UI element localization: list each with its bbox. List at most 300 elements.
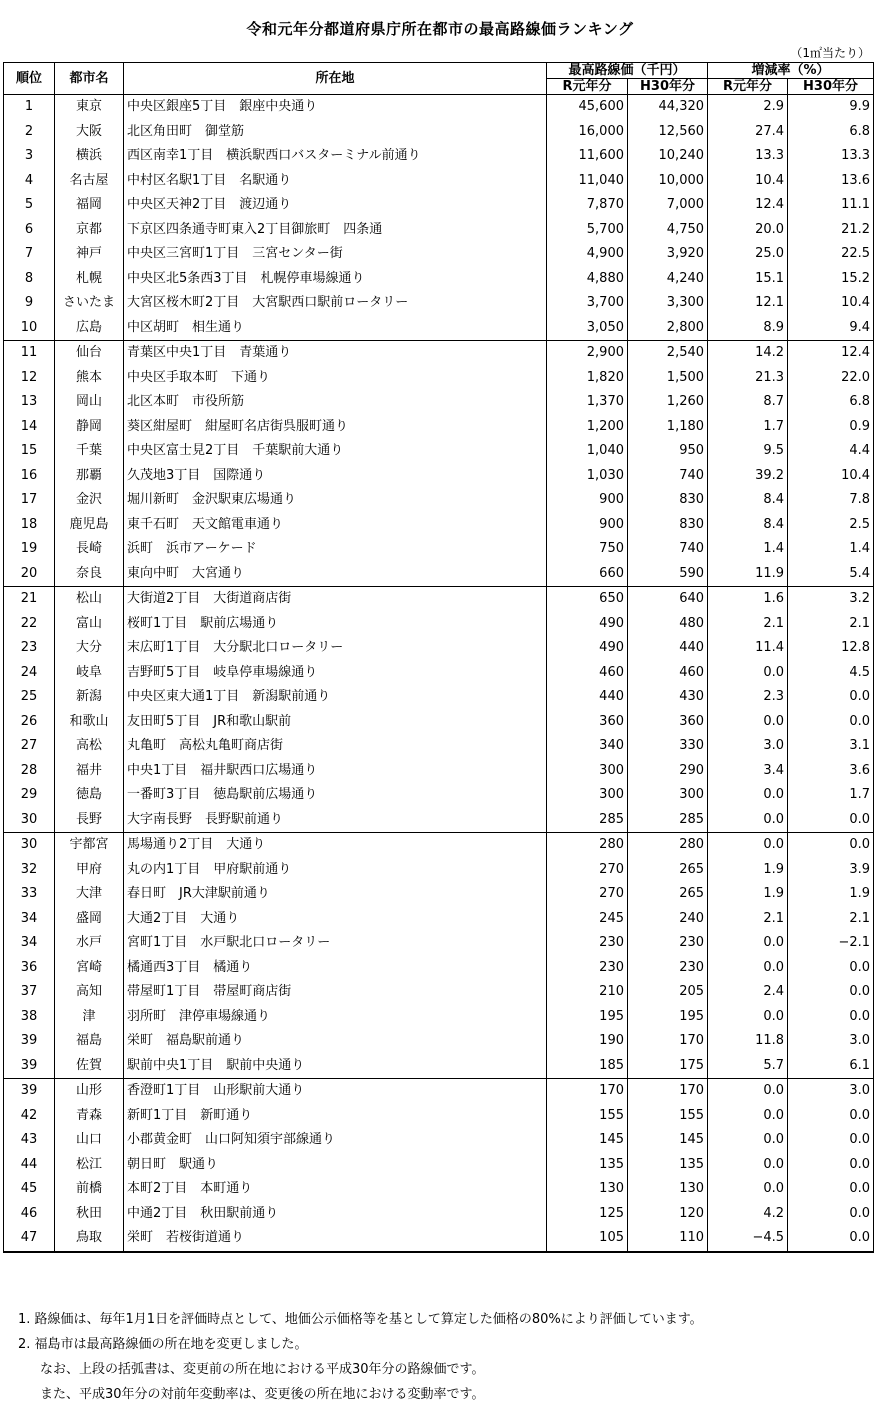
header-location: 所在地	[124, 63, 547, 95]
city-cell: 宮崎	[55, 956, 124, 981]
rate-h30-cell: 9.4	[788, 316, 874, 341]
rate-h30-cell: 4.4	[788, 439, 874, 464]
footnote-4: また、平成30年分の対前年変動率は、変更後の所在地における変動率です。	[40, 1387, 485, 1402]
price-h30-cell: 3,920	[628, 242, 708, 267]
location-cell: 馬場通り2丁目 大通り	[124, 833, 547, 858]
header-rate: 増減率（%）	[708, 63, 874, 79]
location-cell: 大通2丁目 大通り	[124, 907, 547, 932]
rank-cell: 25	[4, 685, 55, 710]
price-h30-cell: 440	[628, 636, 708, 661]
price-h30-cell: 195	[628, 1005, 708, 1030]
rank-cell: 33	[4, 882, 55, 907]
table-row	[4, 218, 874, 243]
price-r1-cell: 16,000	[547, 120, 628, 145]
price-h30-cell: 285	[628, 808, 708, 833]
rate-h30-cell: 3.6	[788, 759, 874, 784]
location-cell: 東向中町 大宮通り	[124, 562, 547, 587]
city-cell: 前橋	[55, 1177, 124, 1202]
city-cell: 金沢	[55, 488, 124, 513]
price-h30-cell: 430	[628, 685, 708, 710]
price-h30-cell: 10,000	[628, 169, 708, 194]
rate-h30-cell: 22.0	[788, 366, 874, 391]
city-cell: 静岡	[55, 415, 124, 440]
rank-cell: 34	[4, 907, 55, 932]
city-cell: 札幌	[55, 267, 124, 292]
rate-h30-cell: 12.8	[788, 636, 874, 661]
rate-h30-cell: 10.4	[788, 291, 874, 316]
rank-cell: 38	[4, 1005, 55, 1030]
rate-h30-cell: 3.2	[788, 587, 874, 612]
rate-h30-cell: 15.2	[788, 267, 874, 292]
location-cell: 朝日町 駅通り	[124, 1153, 547, 1178]
location-cell: 久茂地3丁目 国際通り	[124, 464, 547, 489]
price-r1-cell: 230	[547, 956, 628, 981]
rank-cell: 39	[4, 1079, 55, 1104]
table-row	[4, 267, 874, 292]
price-r1-cell: 1,040	[547, 439, 628, 464]
rate-h30-cell: 0.0	[788, 1226, 874, 1252]
location-cell: 大字南長野 長野駅前通り	[124, 808, 547, 833]
location-cell: 丸の内1丁目 甲府駅前通り	[124, 858, 547, 883]
rank-cell: 26	[4, 710, 55, 735]
table-row	[4, 537, 874, 562]
location-cell: 浜町 浜市アーケード	[124, 537, 547, 562]
rate-r1-cell: 0.0	[708, 1153, 788, 1178]
rate-h30-cell: 13.6	[788, 169, 874, 194]
rate-h30-cell: 0.0	[788, 1104, 874, 1129]
rank-cell: 36	[4, 956, 55, 981]
price-h30-cell: 2,540	[628, 341, 708, 366]
rate-r1-cell: 11.9	[708, 562, 788, 587]
rate-h30-cell: 1.4	[788, 537, 874, 562]
price-h30-cell: 1,260	[628, 390, 708, 415]
rate-h30-cell: 13.3	[788, 144, 874, 169]
rank-cell: 16	[4, 464, 55, 489]
city-cell: 大津	[55, 882, 124, 907]
price-h30-cell: 2,800	[628, 316, 708, 341]
price-r1-cell: 1,200	[547, 415, 628, 440]
ranking-table	[3, 62, 874, 1253]
table-row	[4, 341, 874, 366]
rank-cell: 18	[4, 513, 55, 538]
table-row	[4, 1128, 874, 1153]
rank-cell: 39	[4, 1054, 55, 1079]
rate-r1-cell: 1.9	[708, 858, 788, 883]
price-r1-cell: 185	[547, 1054, 628, 1079]
table-row	[4, 808, 874, 833]
price-h30-cell: 740	[628, 537, 708, 562]
table-row	[4, 710, 874, 735]
price-r1-cell: 45,600	[547, 95, 628, 120]
price-r1-cell: 5,700	[547, 218, 628, 243]
city-cell: 佐賀	[55, 1054, 124, 1079]
location-cell: 中央区東大通1丁目 新潟駅前通り	[124, 685, 547, 710]
rate-r1-cell: 3.4	[708, 759, 788, 784]
price-r1-cell: 11,040	[547, 169, 628, 194]
price-r1-cell: 460	[547, 661, 628, 686]
rate-r1-cell: 0.0	[708, 661, 788, 686]
price-r1-cell: 4,880	[547, 267, 628, 292]
rank-cell: 29	[4, 783, 55, 808]
price-h30-cell: 590	[628, 562, 708, 587]
rate-r1-cell: 13.3	[708, 144, 788, 169]
price-h30-cell: 300	[628, 783, 708, 808]
ranking-rows	[4, 95, 874, 1252]
table-row	[4, 587, 874, 612]
rate-r1-cell: 12.4	[708, 193, 788, 218]
rank-cell: 10	[4, 316, 55, 341]
table-row	[4, 488, 874, 513]
table-row	[4, 390, 874, 415]
rate-r1-cell: 11.8	[708, 1029, 788, 1054]
city-cell: 松江	[55, 1153, 124, 1178]
price-h30-cell: 110	[628, 1226, 708, 1252]
table-row	[4, 1054, 874, 1079]
table-row	[4, 1104, 874, 1129]
table-row	[4, 366, 874, 391]
table-row	[4, 464, 874, 489]
city-cell: 青森	[55, 1104, 124, 1129]
rate-r1-cell: 0.0	[708, 808, 788, 833]
rate-h30-cell: 0.0	[788, 685, 874, 710]
rate-h30-cell: 9.9	[788, 95, 874, 120]
table-row	[4, 291, 874, 316]
price-h30-cell: 155	[628, 1104, 708, 1129]
location-cell: 栄町 福島駅前通り	[124, 1029, 547, 1054]
rate-h30-cell: 0.0	[788, 980, 874, 1005]
rate-h30-cell: 1.7	[788, 783, 874, 808]
location-cell: 中央1丁目 福井駅西口広場通り	[124, 759, 547, 784]
location-cell: 丸亀町 高松丸亀町商店街	[124, 734, 547, 759]
rank-cell: 13	[4, 390, 55, 415]
price-h30-cell: 145	[628, 1128, 708, 1153]
price-r1-cell: 300	[547, 759, 628, 784]
city-cell: 盛岡	[55, 907, 124, 932]
rate-h30-cell: 22.5	[788, 242, 874, 267]
price-r1-cell: 490	[547, 636, 628, 661]
table-row	[4, 193, 874, 218]
price-r1-cell: 660	[547, 562, 628, 587]
table-row	[4, 1177, 874, 1202]
rank-cell: 11	[4, 341, 55, 366]
location-cell: 本町2丁目 本町通り	[124, 1177, 547, 1202]
location-cell: 大街道2丁目 大街道商店街	[124, 587, 547, 612]
rate-r1-cell: 1.4	[708, 537, 788, 562]
price-r1-cell: 230	[547, 931, 628, 956]
price-r1-cell: 105	[547, 1226, 628, 1252]
city-cell: 福岡	[55, 193, 124, 218]
location-cell: 羽所町 津停車場線通り	[124, 1005, 547, 1030]
rate-h30-cell: 6.8	[788, 390, 874, 415]
location-cell: 中央区三宮町1丁目 三宮センター街	[124, 242, 547, 267]
rate-h30-cell: 0.0	[788, 710, 874, 735]
rate-r1-cell: 0.0	[708, 1128, 788, 1153]
price-r1-cell: 145	[547, 1128, 628, 1153]
location-cell: 栄町 若桜街道通り	[124, 1226, 547, 1252]
price-h30-cell: 360	[628, 710, 708, 735]
rate-r1-cell: 2.3	[708, 685, 788, 710]
city-cell: 神戸	[55, 242, 124, 267]
price-r1-cell: 300	[547, 783, 628, 808]
rank-cell: 46	[4, 1202, 55, 1227]
price-r1-cell: 125	[547, 1202, 628, 1227]
location-cell: 桜町1丁目 駅前広場通り	[124, 612, 547, 637]
city-cell: 京都	[55, 218, 124, 243]
city-cell: 富山	[55, 612, 124, 637]
price-r1-cell: 440	[547, 685, 628, 710]
rank-cell: 47	[4, 1226, 55, 1252]
price-r1-cell: 190	[547, 1029, 628, 1054]
price-h30-cell: 230	[628, 956, 708, 981]
rate-r1-cell: 0.0	[708, 1079, 788, 1104]
table-row	[4, 661, 874, 686]
table-row	[4, 858, 874, 883]
rank-cell: 42	[4, 1104, 55, 1129]
rank-cell: 6	[4, 218, 55, 243]
rate-r1-cell: 8.7	[708, 390, 788, 415]
city-cell: 横浜	[55, 144, 124, 169]
price-h30-cell: 135	[628, 1153, 708, 1178]
rate-h30-cell: 2.1	[788, 612, 874, 637]
price-r1-cell: 1,820	[547, 366, 628, 391]
rank-cell: 34	[4, 931, 55, 956]
header-rate-r1: R元年分	[708, 79, 788, 95]
rank-cell: 20	[4, 562, 55, 587]
rate-r1-cell: 8.4	[708, 513, 788, 538]
rate-h30-cell: 0.0	[788, 1177, 874, 1202]
price-h30-cell: 740	[628, 464, 708, 489]
price-r1-cell: 155	[547, 1104, 628, 1129]
rank-cell: 21	[4, 587, 55, 612]
price-h30-cell: 830	[628, 488, 708, 513]
rank-cell: 17	[4, 488, 55, 513]
rate-r1-cell: 14.2	[708, 341, 788, 366]
price-h30-cell: 280	[628, 833, 708, 858]
city-cell: 宇都宮	[55, 833, 124, 858]
price-r1-cell: 130	[547, 1177, 628, 1202]
price-r1-cell: 4,900	[547, 242, 628, 267]
price-r1-cell: 135	[547, 1153, 628, 1178]
price-h30-cell: 460	[628, 661, 708, 686]
location-cell: 友田町5丁目 JR和歌山駅前	[124, 710, 547, 735]
location-cell: 東千石町 天文館電車通り	[124, 513, 547, 538]
location-cell: 小郡黄金町 山口阿知須宇部線通り	[124, 1128, 547, 1153]
location-cell: 末広町1丁目 大分駅北口ロータリー	[124, 636, 547, 661]
table-row	[4, 562, 874, 587]
location-cell: 中央区天神2丁目 渡辺通り	[124, 193, 547, 218]
table-row	[4, 759, 874, 784]
header-rank: 順位	[4, 63, 55, 95]
location-cell: 西区南幸1丁目 横浜駅西口バスターミナル前通り	[124, 144, 547, 169]
price-r1-cell: 285	[547, 808, 628, 833]
table-row	[4, 1005, 874, 1030]
price-r1-cell: 340	[547, 734, 628, 759]
table-row	[4, 513, 874, 538]
location-cell: 中央区北5条西3丁目 札幌停車場線通り	[124, 267, 547, 292]
location-cell: 中央区銀座5丁目 銀座中央通り	[124, 95, 547, 120]
rate-r1-cell: 2.9	[708, 95, 788, 120]
rank-cell: 43	[4, 1128, 55, 1153]
price-r1-cell: 360	[547, 710, 628, 735]
rate-h30-cell: 0.0	[788, 1153, 874, 1178]
table-row	[4, 316, 874, 341]
city-cell: 甲府	[55, 858, 124, 883]
price-h30-cell: 120	[628, 1202, 708, 1227]
price-h30-cell: 330	[628, 734, 708, 759]
rate-r1-cell: 15.1	[708, 267, 788, 292]
rate-r1-cell: 0.0	[708, 833, 788, 858]
rate-h30-cell: 2.5	[788, 513, 874, 538]
rate-h30-cell: 0.0	[788, 833, 874, 858]
price-h30-cell: 7,000	[628, 193, 708, 218]
table-row	[4, 242, 874, 267]
rank-cell: 14	[4, 415, 55, 440]
price-h30-cell: 480	[628, 612, 708, 637]
table-row	[4, 1153, 874, 1178]
table-row	[4, 783, 874, 808]
price-r1-cell: 210	[547, 980, 628, 1005]
city-cell: 鳥取	[55, 1226, 124, 1252]
rank-cell: 22	[4, 612, 55, 637]
rank-cell: 9	[4, 291, 55, 316]
rank-cell: 8	[4, 267, 55, 292]
rate-r1-cell: 1.6	[708, 587, 788, 612]
price-h30-cell: 130	[628, 1177, 708, 1202]
rate-r1-cell: 3.0	[708, 734, 788, 759]
location-cell: 新町1丁目 新町通り	[124, 1104, 547, 1129]
city-cell: 仙台	[55, 341, 124, 366]
rate-h30-cell: 3.9	[788, 858, 874, 883]
location-cell: 中村区名駅1丁目 名駅通り	[124, 169, 547, 194]
location-cell: 宮町1丁目 水戸駅北口ロータリー	[124, 931, 547, 956]
rate-r1-cell: 0.0	[708, 710, 788, 735]
price-r1-cell: 11,600	[547, 144, 628, 169]
rate-h30-cell: 3.0	[788, 1079, 874, 1104]
price-r1-cell: 170	[547, 1079, 628, 1104]
location-cell: 一番町3丁目 徳島駅前広場通り	[124, 783, 547, 808]
price-h30-cell: 12,560	[628, 120, 708, 145]
price-h30-cell: 3,300	[628, 291, 708, 316]
table-row	[4, 931, 874, 956]
table-row	[4, 415, 874, 440]
rate-r1-cell: 1.7	[708, 415, 788, 440]
rank-cell: 39	[4, 1029, 55, 1054]
page-title: 令和元年分都道府県庁所在都市の最高路線価ランキング	[246, 20, 634, 38]
price-r1-cell: 3,050	[547, 316, 628, 341]
rate-h30-cell: 7.8	[788, 488, 874, 513]
rank-cell: 32	[4, 858, 55, 883]
location-cell: 青葉区中央1丁目 青葉通り	[124, 341, 547, 366]
city-cell: 徳島	[55, 783, 124, 808]
location-cell: 下京区四条通寺町東入2丁目御旅町 四条通	[124, 218, 547, 243]
footnote-3: なお、上段の括弧書は、変更前の所在地における平成30年分の路線価です。	[40, 1362, 485, 1377]
rank-cell: 1	[4, 95, 55, 120]
city-cell: 長野	[55, 808, 124, 833]
city-cell: 山口	[55, 1128, 124, 1153]
rate-r1-cell: 39.2	[708, 464, 788, 489]
table-row	[4, 1079, 874, 1104]
price-h30-cell: 170	[628, 1079, 708, 1104]
rate-r1-cell: 2.1	[708, 907, 788, 932]
price-r1-cell: 1,370	[547, 390, 628, 415]
rate-h30-cell: 0.0	[788, 1202, 874, 1227]
rank-cell: 4	[4, 169, 55, 194]
rate-r1-cell: 0.0	[708, 1005, 788, 1030]
rate-r1-cell: 2.4	[708, 980, 788, 1005]
rate-h30-cell: 3.0	[788, 1029, 874, 1054]
table-row	[4, 1029, 874, 1054]
city-cell: 福井	[55, 759, 124, 784]
price-h30-cell: 290	[628, 759, 708, 784]
price-h30-cell: 4,240	[628, 267, 708, 292]
price-r1-cell: 7,870	[547, 193, 628, 218]
price-r1-cell: 2,900	[547, 341, 628, 366]
rate-r1-cell: 12.1	[708, 291, 788, 316]
city-cell: 岡山	[55, 390, 124, 415]
rate-r1-cell: 0.0	[708, 783, 788, 808]
rate-r1-cell: 0.0	[708, 931, 788, 956]
price-h30-cell: 265	[628, 858, 708, 883]
city-cell: 水戸	[55, 931, 124, 956]
price-r1-cell: 900	[547, 513, 628, 538]
city-cell: 和歌山	[55, 710, 124, 735]
rate-h30-cell: 1.9	[788, 882, 874, 907]
price-r1-cell: 195	[547, 1005, 628, 1030]
rank-cell: 30	[4, 833, 55, 858]
price-h30-cell: 1,180	[628, 415, 708, 440]
rank-cell: 44	[4, 1153, 55, 1178]
city-cell: 新潟	[55, 685, 124, 710]
city-cell: 松山	[55, 587, 124, 612]
unit-note: （1㎡当たり）	[790, 46, 870, 60]
table-row	[4, 169, 874, 194]
rate-h30-cell: 3.1	[788, 734, 874, 759]
table-row	[4, 612, 874, 637]
header-price-r1: R元年分	[547, 79, 628, 95]
rate-h30-cell: 6.1	[788, 1054, 874, 1079]
price-h30-cell: 1,500	[628, 366, 708, 391]
price-r1-cell: 750	[547, 537, 628, 562]
rate-r1-cell: 4.2	[708, 1202, 788, 1227]
rate-r1-cell: 8.4	[708, 488, 788, 513]
rate-r1-cell: 8.9	[708, 316, 788, 341]
rate-r1-cell: −4.5	[708, 1226, 788, 1252]
city-cell: 東京	[55, 95, 124, 120]
rate-h30-cell: 0.0	[788, 1128, 874, 1153]
city-cell: 奈良	[55, 562, 124, 587]
location-cell: 北区本町 市役所筋	[124, 390, 547, 415]
location-cell: 橘通西3丁目 橘通り	[124, 956, 547, 981]
city-cell: 鹿児島	[55, 513, 124, 538]
table-row	[4, 95, 874, 120]
city-cell: 高松	[55, 734, 124, 759]
header-city: 都市名	[55, 63, 124, 95]
rate-h30-cell: 5.4	[788, 562, 874, 587]
rate-r1-cell: 11.4	[708, 636, 788, 661]
rate-r1-cell: 5.7	[708, 1054, 788, 1079]
location-cell: 北区角田町 御堂筋	[124, 120, 547, 145]
price-r1-cell: 900	[547, 488, 628, 513]
price-r1-cell: 270	[547, 882, 628, 907]
rate-h30-cell: −2.1	[788, 931, 874, 956]
price-r1-cell: 270	[547, 858, 628, 883]
rate-h30-cell: 6.8	[788, 120, 874, 145]
rate-r1-cell: 0.0	[708, 1104, 788, 1129]
rate-r1-cell: 9.5	[708, 439, 788, 464]
city-cell: 千葉	[55, 439, 124, 464]
table-row	[4, 636, 874, 661]
city-cell: 熊本	[55, 366, 124, 391]
